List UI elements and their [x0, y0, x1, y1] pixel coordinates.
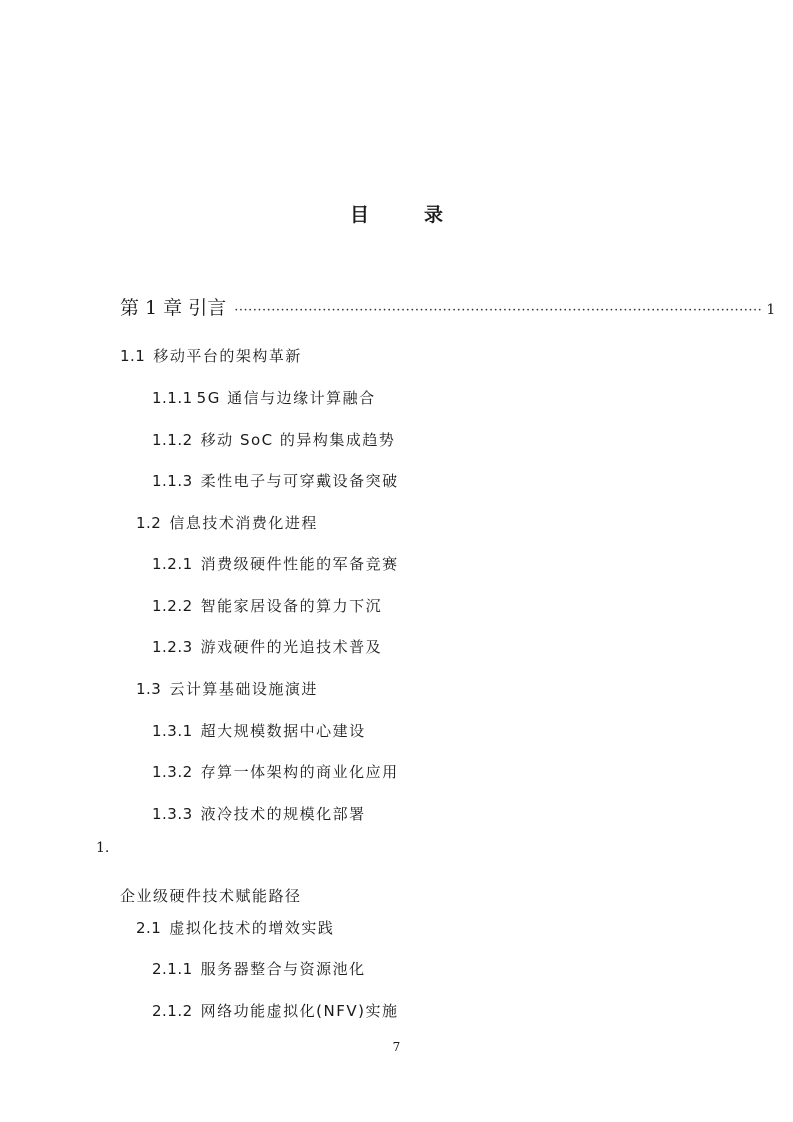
- toc-entry-1-2-1[interactable]: [152, 553, 399, 574]
- entry-number: 1.3: [136, 680, 162, 698]
- entry-number: 1.2.1: [152, 555, 193, 573]
- entry-number: 1.2.3: [152, 638, 193, 656]
- entry-text: 移动平台的架构革新: [153, 347, 302, 365]
- chapter-page-number: 1: [766, 302, 776, 318]
- entry-number: 1.3.2: [152, 763, 193, 781]
- entry-number: 2.1.1: [152, 960, 193, 978]
- entry-number: 1.3.1: [152, 722, 193, 740]
- toc-entry-1-1-2[interactable]: [152, 429, 395, 450]
- entry-number: 1.2.2: [152, 597, 193, 615]
- entry-text: 移动 SoC 的异构集成趋势: [200, 431, 396, 449]
- entry-text: 超大规模数据中心建设: [200, 722, 366, 740]
- chapter-label: 第 1 章 引言: [120, 297, 227, 319]
- toc-entry-1-3-3[interactable]: [152, 803, 366, 824]
- toc-title: 目 录: [349, 204, 461, 226]
- toc-entry-1-1-1[interactable]: [152, 387, 376, 408]
- toc-entry-1-2[interactable]: [136, 512, 318, 533]
- entry-text: 服务器整合与资源池化: [200, 960, 366, 978]
- entry-number: 2.1: [136, 919, 162, 937]
- dot-leader: ··················································································································: [234, 303, 763, 318]
- entry-text: 5G 通信与边缘计算融合: [196, 389, 376, 407]
- entry-number: 1.1: [120, 347, 146, 365]
- toc-entry-2-1-2[interactable]: [152, 1000, 399, 1021]
- toc-entry-1-2-3[interactable]: [152, 636, 382, 657]
- entry-text: 液冷技术的规模化部署: [200, 805, 366, 823]
- entry-text: 企业级硬件技术赋能路径: [120, 887, 302, 905]
- toc-entry-2-1[interactable]: [136, 917, 334, 938]
- toc-entry-1-2-2[interactable]: [152, 595, 382, 616]
- entry-text: 游戏硬件的光追技术普及: [200, 638, 383, 656]
- toc-chapter-2[interactable]: [120, 885, 302, 906]
- toc-entry-1-1[interactable]: [120, 345, 302, 366]
- entry-text: 网络功能虚拟化(NFV)实施: [200, 1002, 399, 1020]
- entry-text: 信息技术消费化进程: [169, 514, 318, 532]
- entry-text: 云计算基础设施演进: [169, 680, 318, 698]
- entry-number: 1.2: [136, 514, 162, 532]
- entry-number: 2.1.2: [152, 1002, 193, 1020]
- list-marker: 1.: [96, 840, 110, 856]
- entry-text: 存算一体架构的商业化应用: [200, 763, 399, 781]
- toc-entry-1-1-3[interactable]: [152, 470, 399, 491]
- toc-entry-1-3[interactable]: [136, 678, 318, 699]
- entry-text: 虚拟化技术的增效实践: [169, 919, 335, 937]
- entry-number: 1.1.3: [152, 472, 193, 490]
- entry-number: 1.3.3: [152, 805, 193, 823]
- toc-chapter-1[interactable]: [120, 293, 776, 320]
- entry-text: 智能家居设备的算力下沉: [200, 597, 383, 615]
- entry-text: 柔性电子与可穿戴设备突破: [200, 472, 399, 490]
- entry-text: 消费级硬件性能的军备竞赛: [200, 555, 399, 573]
- toc-entry-1-3-1[interactable]: [152, 720, 366, 741]
- entry-number: 1.1.1: [152, 389, 193, 407]
- toc-entry-2-1-1[interactable]: [152, 958, 366, 979]
- entry-number: 1.1.2: [152, 431, 193, 449]
- toc-entry-1-3-2[interactable]: [152, 761, 399, 782]
- page-number: 7: [392, 1040, 401, 1054]
